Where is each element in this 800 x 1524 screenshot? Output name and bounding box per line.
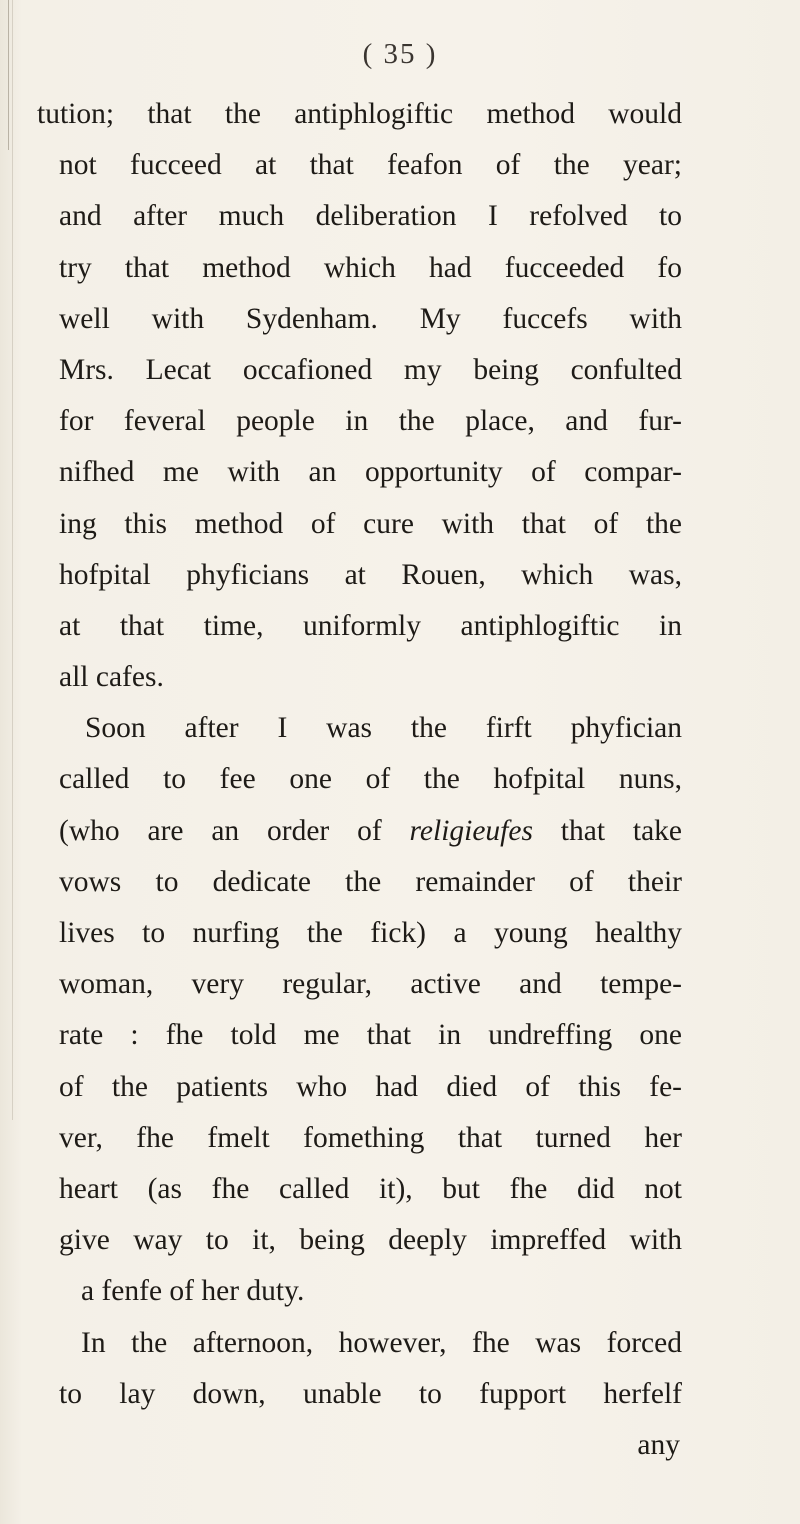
text-fragment: (who are an order of bbox=[59, 814, 382, 847]
page-edge-shadow bbox=[8, 0, 9, 150]
text-line: to lay down, unable to fupport herfelf bbox=[59, 1377, 682, 1410]
body-text bbox=[37, 89, 682, 1471]
text-line: rate : fhe told me that in undreffing one bbox=[59, 1019, 682, 1052]
text-fragment: that take bbox=[560, 814, 682, 847]
text-line: called to fee one of the hofpital nuns, bbox=[59, 763, 682, 796]
paragraph-start-line: In the afternoon, however, fhe was forced bbox=[81, 1326, 682, 1359]
paragraph-start-line: Soon after I was the firft phyfician bbox=[85, 712, 682, 745]
italic-word: religieufes bbox=[409, 814, 533, 847]
text-line: at that time, uniformly antiphlogiftic in bbox=[59, 609, 682, 642]
text-line: a fenfe of her duty. bbox=[81, 1275, 305, 1308]
text-line: vows to dedicate the remainder of their bbox=[59, 865, 682, 898]
text-line: and after much deliberation I refolved to bbox=[59, 200, 682, 233]
catchword: any bbox=[637, 1428, 680, 1461]
text-line: heart (as fhe called it), but fhe did not bbox=[59, 1172, 682, 1205]
text-line: nifhed me with an opportunity of compar- bbox=[59, 456, 682, 489]
text-line: for feveral people in the place, and fur- bbox=[59, 405, 682, 438]
text-line: ver, fhe fmelt fomething that turned her bbox=[59, 1121, 682, 1154]
text-line: woman, very regular, active and tempe- bbox=[59, 968, 682, 1001]
text-line: Mrs. Lecat occafioned my being confulted bbox=[59, 353, 682, 386]
text-line: give way to it, being deeply impreffed with bbox=[59, 1224, 682, 1257]
page-edge-margin bbox=[12, 0, 13, 1120]
text-line: tution; that the antiphlogiftic method would bbox=[37, 98, 682, 130]
text-line: all cafes. bbox=[59, 661, 164, 694]
text-line-with-italic bbox=[37, 806, 682, 857]
text-line: hofpital phyficians at Rouen, which was, bbox=[59, 558, 682, 591]
text-line: not fucceed at that feafon of the year; bbox=[59, 149, 682, 182]
text-line: ing this method of cure with that of the bbox=[59, 507, 682, 540]
text-line: try that method which had fucceeded fo bbox=[59, 251, 682, 284]
page-number: ( 35 ) bbox=[362, 38, 438, 70]
text-line: well with Sydenham. My fuccefs with bbox=[59, 302, 682, 335]
text-line: of the patients who had died of this fe- bbox=[59, 1070, 682, 1103]
text-line: lives to nurfing the fick) a young healthy bbox=[59, 917, 682, 949]
